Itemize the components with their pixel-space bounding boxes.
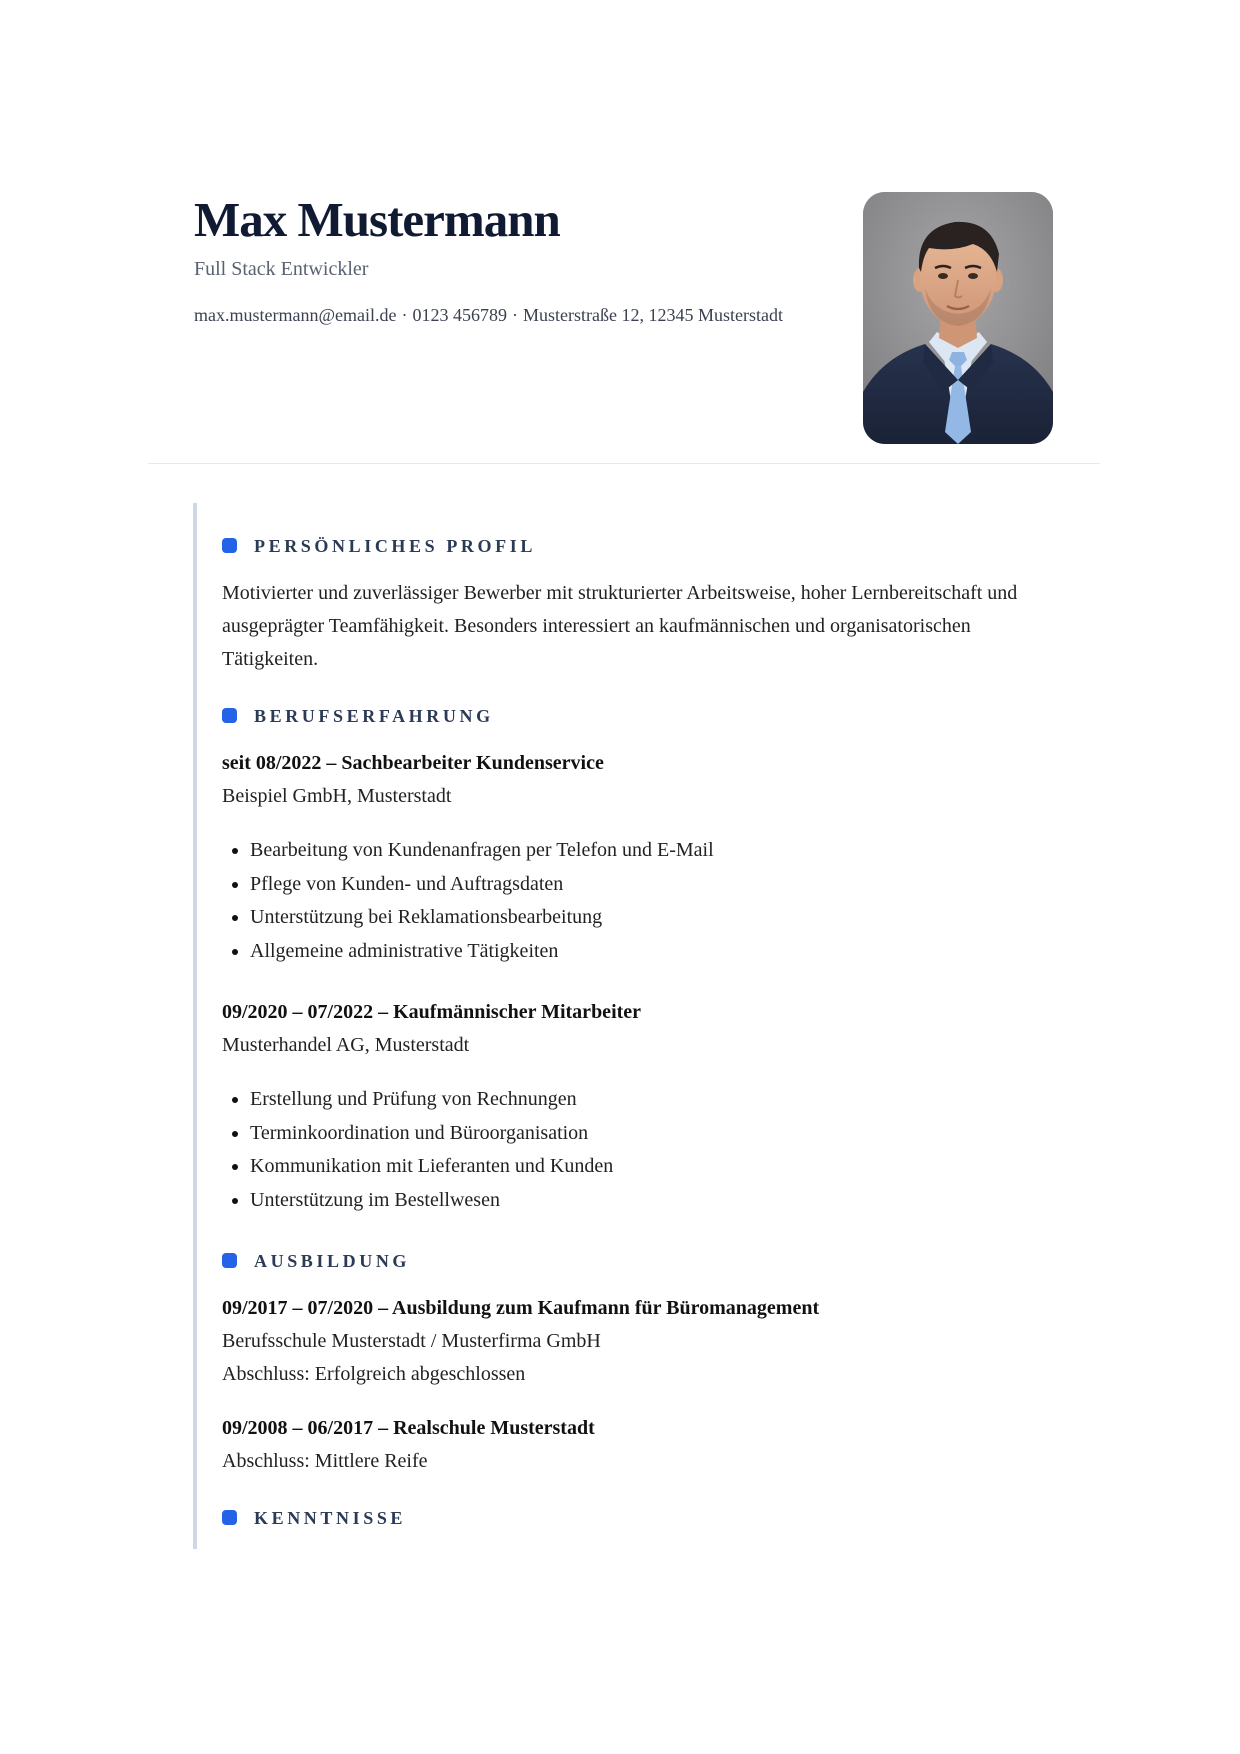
section-title-education: AUSBILDUNG xyxy=(254,1251,411,1271)
education-line: Abschluss: Erfolgreich abgeschlossen xyxy=(222,1363,526,1385)
contact-email: max.mustermann@email.de xyxy=(194,305,397,325)
contact-separator: · xyxy=(401,305,408,325)
section-education-header xyxy=(197,1249,997,1273)
cv-header xyxy=(0,0,1240,464)
section-marker-icon xyxy=(222,538,237,553)
section-experience-header xyxy=(197,704,997,728)
list-item: Unterstützung im Bestellwesen xyxy=(222,1184,613,1218)
section-marker-icon xyxy=(222,708,237,723)
job-tasks-1 xyxy=(222,834,714,968)
education-title-1: 09/2017 – 07/2020 – Ausbildung zum Kaufmann für Büromanagement xyxy=(222,1297,820,1319)
job-title-2: 09/2020 – 07/2022 – Kaufmännischer Mitarbeiter xyxy=(222,1001,642,1023)
job-company-1: Beispiel GmbH, Musterstadt xyxy=(222,785,452,807)
list-item: Erstellung und Prüfung von Rechnungen xyxy=(222,1083,613,1117)
education-line: Berufsschule Musterstadt / Musterfirma GmbH xyxy=(222,1330,601,1352)
list-item: Kommunikation mit Lieferanten und Kunden xyxy=(222,1150,613,1184)
section-title-experience: BERUFSERFAHRUNG xyxy=(254,706,494,726)
profile-photo xyxy=(863,192,1053,444)
section-title-profile: PERSÖNLICHES PROFIL xyxy=(254,536,536,556)
section-profile-header xyxy=(197,534,997,558)
education-title-2: 09/2008 – 06/2017 – Realschule Musterstadt xyxy=(222,1417,595,1439)
section-title-skills: KENNTNISSE xyxy=(254,1508,407,1528)
header-divider xyxy=(148,463,1100,464)
section-skills-header xyxy=(197,1506,997,1530)
contact-address: Musterstraße 12, 12345 Musterstadt xyxy=(523,305,783,325)
list-item: Bearbeitung von Kundenanfragen per Telefon und E-Mail xyxy=(222,834,714,868)
job-tasks-2 xyxy=(222,1083,613,1217)
contact-separator: · xyxy=(512,305,519,325)
job-title: Full Stack Entwickler xyxy=(194,258,369,280)
list-item: Unterstützung bei Reklamationsbearbeitung xyxy=(222,901,714,935)
education-line: Abschluss: Mittlere Reife xyxy=(222,1450,428,1472)
cv-body xyxy=(193,503,1077,1549)
list-item: Allgemeine administrative Tätigkeiten xyxy=(222,935,714,969)
applicant-name: Max Mustermann xyxy=(194,192,560,247)
job-company-2: Musterhandel AG, Musterstadt xyxy=(222,1034,470,1056)
profile-text: Motivierter und zuverlässiger Bewerber mit strukturierter Arbeitsweise, hoher Lernbereitschaft und ausgeprägter Teamfähigkeit. Besonders interessiert an kaufmännischen und organisatorischen Tätigkeiten. xyxy=(222,582,1018,670)
list-item: Terminkoordination und Büroorganisation xyxy=(222,1117,613,1151)
section-marker-icon xyxy=(222,1253,237,1268)
list-item: Pflege von Kunden- und Auftragsdaten xyxy=(222,868,714,902)
contact-line xyxy=(194,303,783,327)
section-marker-icon xyxy=(222,1510,237,1525)
job-title-1: seit 08/2022 – Sachbearbeiter Kundenservice xyxy=(222,752,604,774)
contact-phone: 0123 456789 xyxy=(412,305,508,325)
